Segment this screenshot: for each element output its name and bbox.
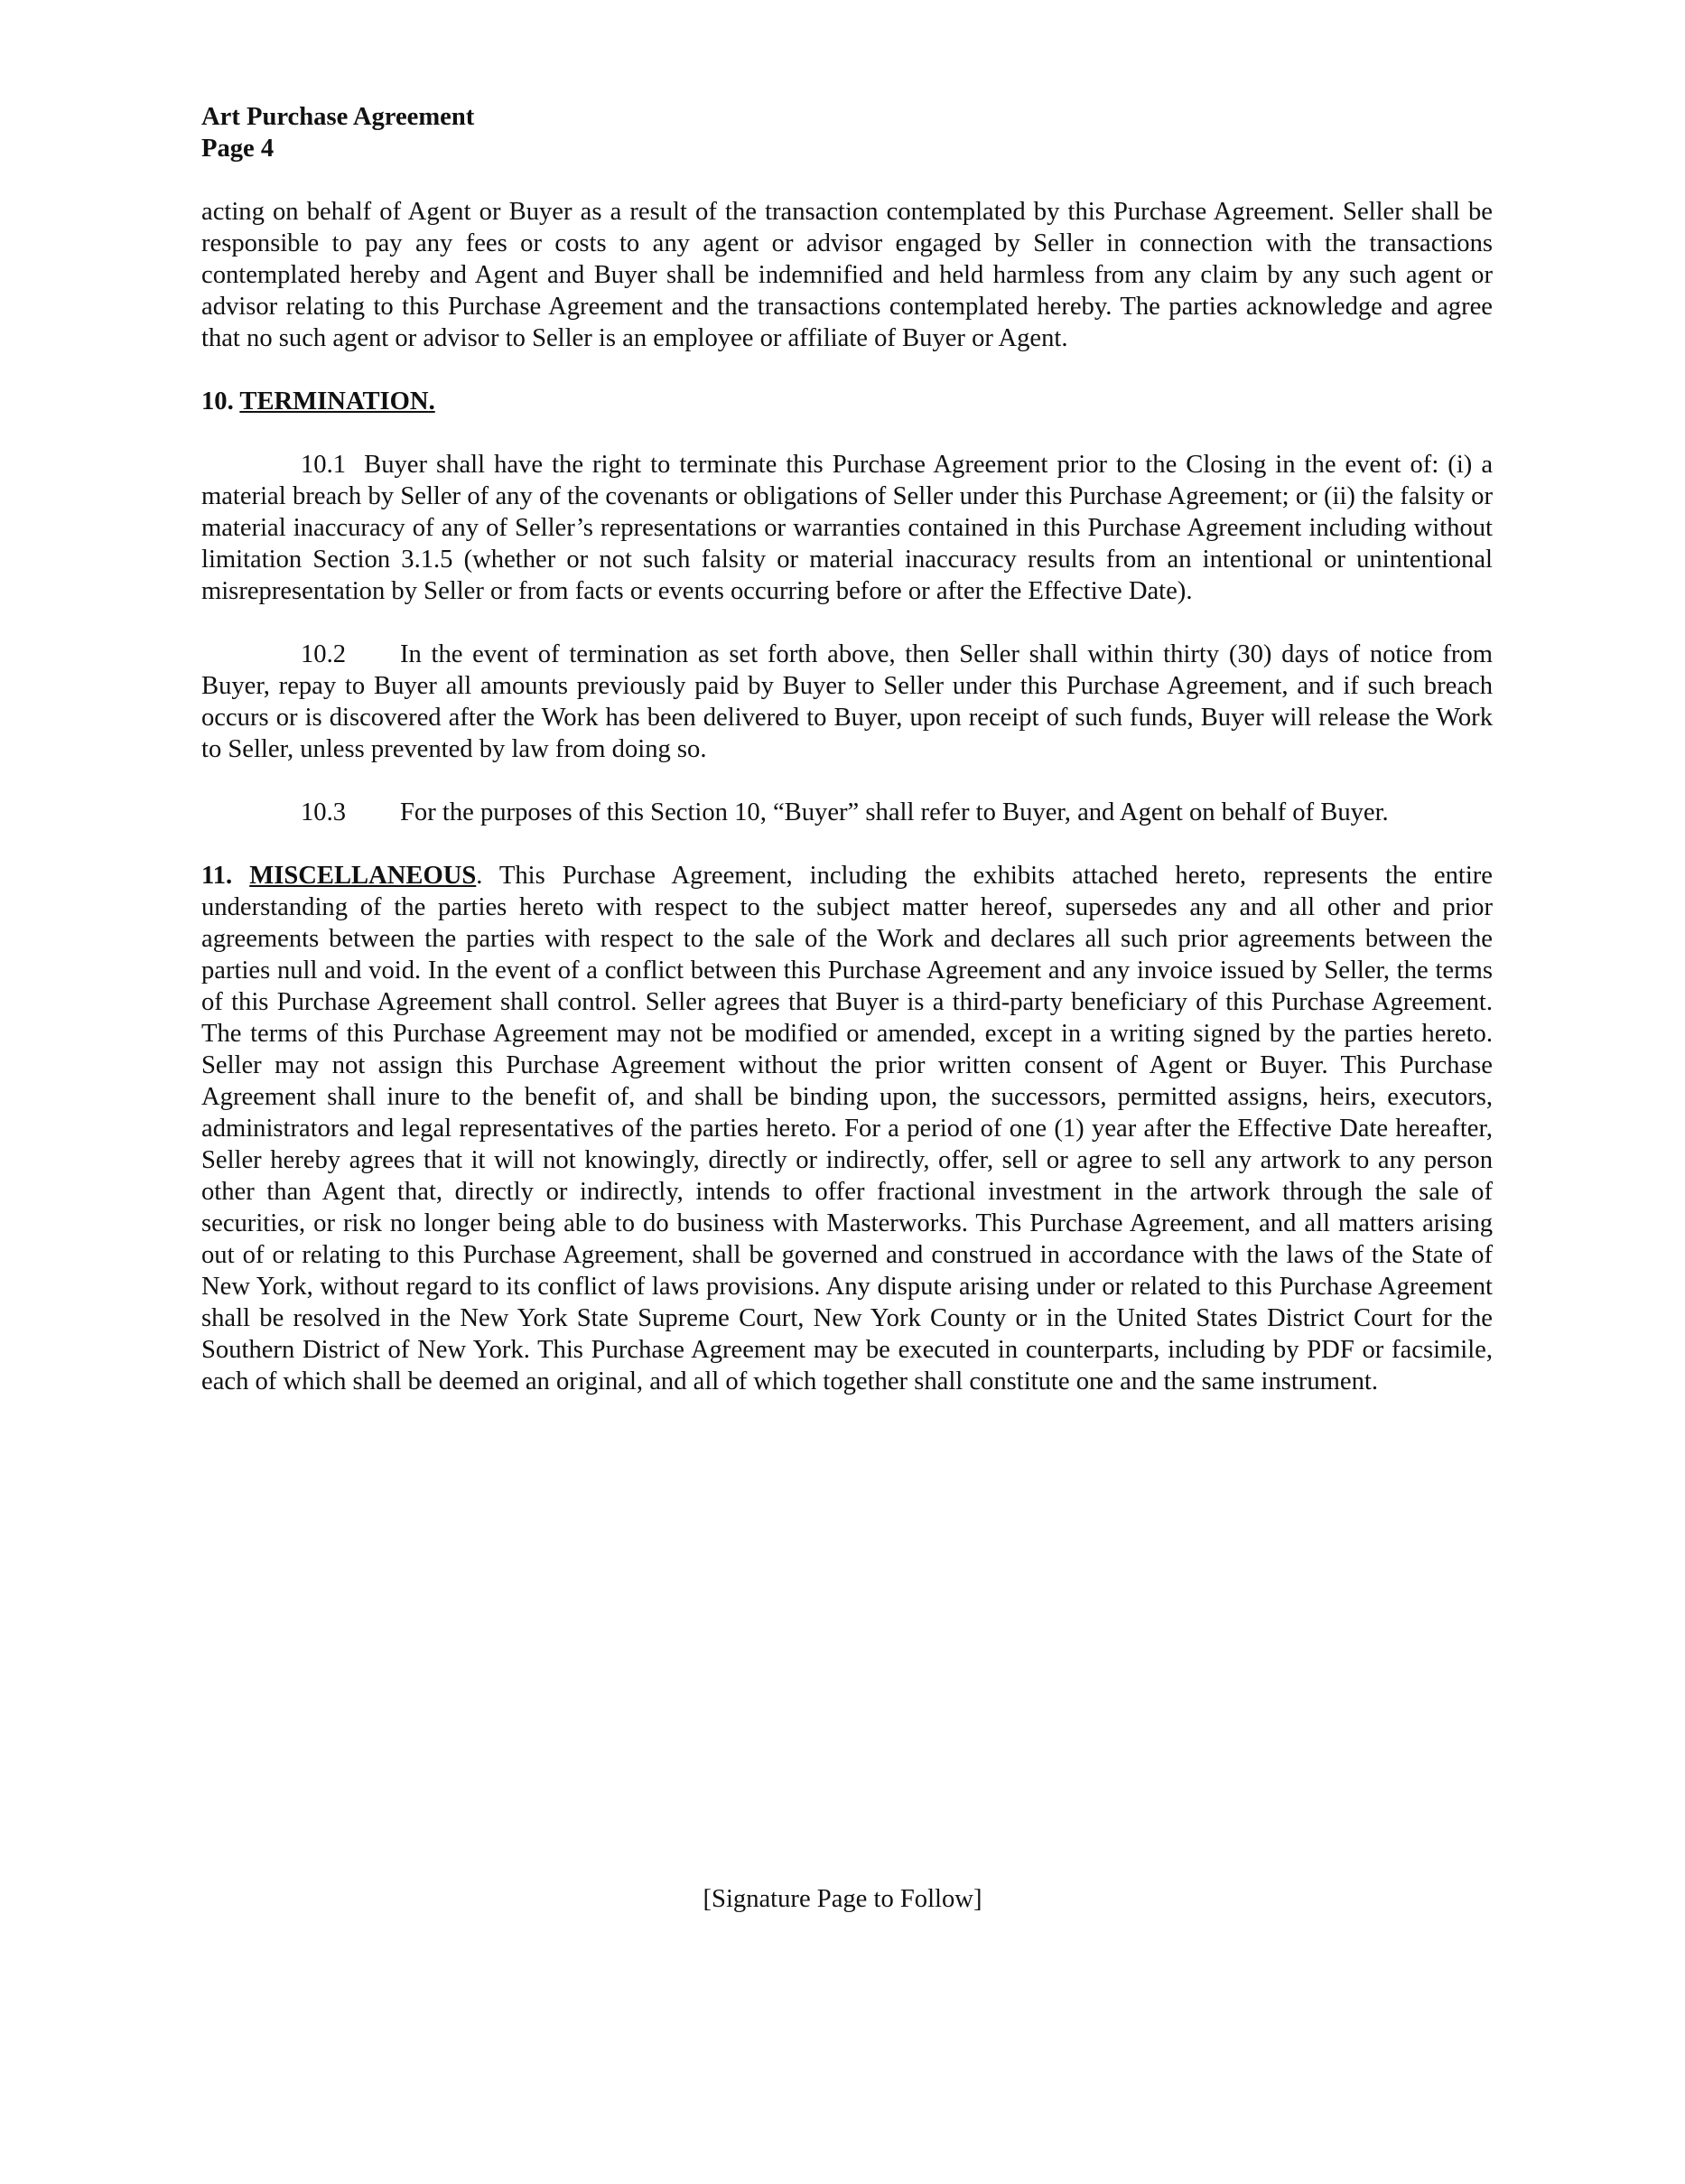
section-10-title-suffix: . bbox=[428, 387, 435, 415]
clause-10-3 bbox=[201, 797, 1493, 828]
section-11-body: . This Purchase Agreement, including the exhibits attached hereto, represents the entire understanding of the parties hereto with respect to the subject matter hereof, supersedes any and all other and prior agreements between the parties with respect to the sale of the Work and declares all such prior agreements between the parties null and void. In the event of a conflict between this Purchase Agreement and any invoice issued by Seller, the terms of this Purchase Agreement shall control. Seller agrees that Buyer is a third-party beneficiary of this Purchase Agreement. The terms of this Purchase Agreement may not be modified or amended, except in a writing signed by the parties hereto. Seller may not assign this Purchase Agreement without the prior written consent of Agent or Buyer. This Purchase Agreement shall inure to the benefit of, and shall be binding upon, the successors, permitted assigns, heirs, executors, administrators and legal representatives of the parties hereto. For a period of one (1) year after the Effective Date hereafter, Seller hereby agrees that it will not knowingly, directly or indirectly, offer, sell or agree to sell any artwork to any person other than Agent that, directly or indirectly, intends to offer fractional investment in the artwork through the sale of securities, or risk no longer being able to do business with Masterworks. This Purchase Agreement, and all matters arising out of or relating to this Purchase Agreement, shall be governed and construed in accordance with the laws of the State of New York, without regard to its conflict of laws provisions. Any dispute arising under or related to this Purchase Agreement shall be resolved in the New York State Supreme Court, New York County or in the United States District Court for the Southern District of New York. This Purchase Agreement may be executed in counterparts, including by PDF or facsimile, each of which shall be deemed an original, and all of which together shall constitute one and the same instrument. bbox=[201, 862, 1494, 1395]
clause-10-2 bbox=[201, 639, 1493, 765]
section-10-number: 10. bbox=[201, 387, 234, 415]
section-11-title: MISCELLANEOUS bbox=[249, 862, 477, 890]
section-11-number: 11. bbox=[201, 862, 233, 890]
section-10-heading bbox=[201, 386, 1493, 417]
section-10-title: TERMINATION bbox=[239, 387, 429, 415]
document-title: Art Purchase Agreement bbox=[201, 103, 475, 131]
clause-10-3-text: For the purposes of this Section 10, “Buyer” shall refer to Buyer, and Agent on behalf of Buyer. bbox=[400, 798, 1389, 826]
clause-10-1 bbox=[201, 449, 1493, 607]
intro-paragraph: acting on behalf of Agent or Buyer as a result of the transaction contemplated by this Purchase Agreement. Seller shall be responsible to pay any fees or costs to any agent or advisor engaged by Seller in connection with the transactions contemplated hereby and Agent and Buyer shall be indemnified and held harmless from any claim by any such agent or advisor relating to this Purchase Agreement and the transactions contemplated hereby. The parties acknowledge and agree that no such agent or advisor to Seller is an employee or affiliate of Buyer or Agent. bbox=[201, 198, 1493, 352]
signature-page-note: [Signature Page to Follow] bbox=[703, 1885, 982, 1913]
clause-10-2-text: In the event of termination as set forth above, then Seller shall within thirty (30) days of notice from Buyer, repay to Buyer all amounts previously paid by Buyer to Seller under this Purchase Agreement, and if such breach occurs or is discovered after the Work has been delivered to Buyer, upon receipt of such funds, Buyer will release the Work to Seller, unless prevented by law from doing so. bbox=[201, 640, 1493, 763]
clause-10-2-number: 10.2 bbox=[301, 640, 347, 668]
clause-10-1-text: Buyer shall have the right to terminate this Purchase Agreement prior to the Closing in the event of: (i) a material breach by Seller of any of the covenants or obligations of Seller under this Purchase Agreement; or (ii) the falsity or material inaccuracy of any of Seller’s representations or warranties contained in this Purchase Agreement including without limitation Section 3.1.5 (whether or not such falsity or material inaccuracy results from an intentional or unintentional misrepresentation by Seller or from facts or events occurring before or after the Effective Date). bbox=[201, 451, 1494, 605]
page-number: Page 4 bbox=[201, 135, 275, 163]
clause-10-1-number: 10.1 bbox=[301, 451, 347, 479]
clause-10-3-number: 10.3 bbox=[301, 798, 347, 826]
section-11-paragraph bbox=[201, 860, 1493, 1397]
page-content bbox=[201, 101, 1493, 1397]
